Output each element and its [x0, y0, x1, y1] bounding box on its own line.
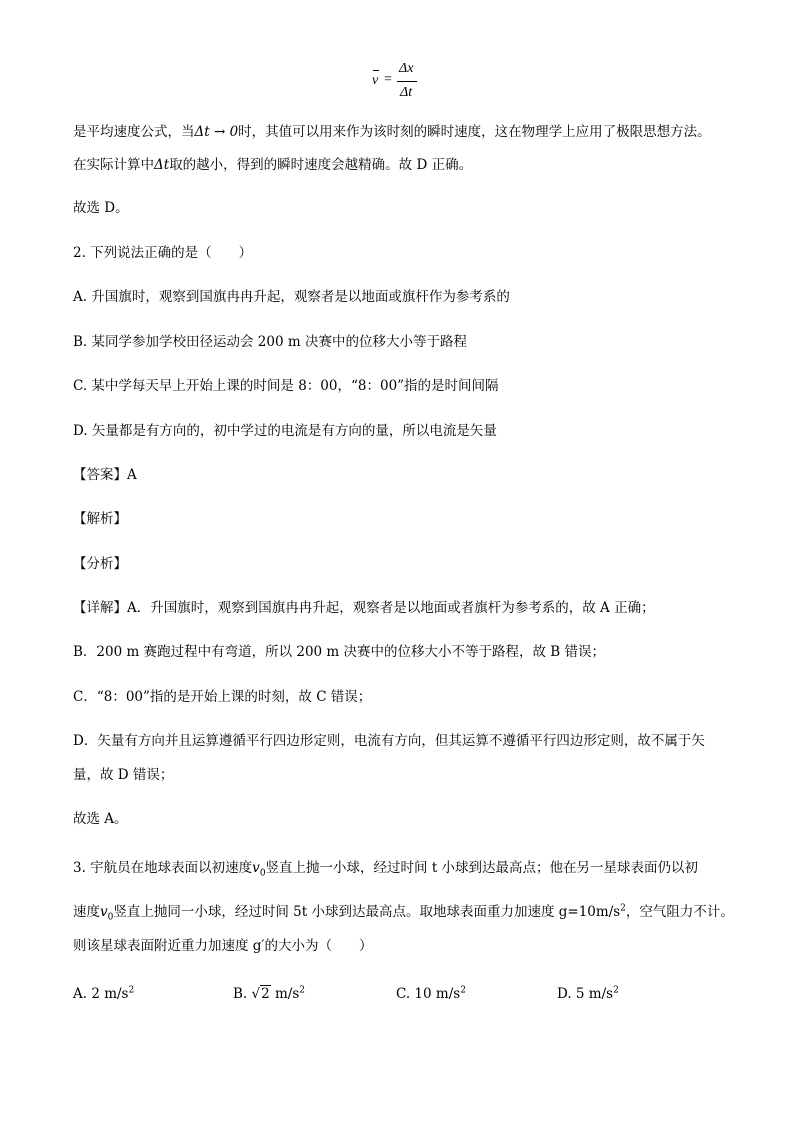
- math: Δt: [154, 157, 170, 173]
- text: 竖直上抛一小球，经过时间 t 小球到达最高点；他在另一星球表面仍以初: [265, 860, 699, 876]
- formula-denominator: Δt: [400, 85, 413, 100]
- text: 时，其值可以用来作为该时刻的瞬时速度，这在物理学上应用了极限思想方法。: [238, 124, 711, 140]
- superscript: 2: [613, 985, 619, 996]
- math-v: v: [100, 904, 108, 920]
- text: 取的越小，得到的瞬时速度会越精确。故 D 正确。: [169, 157, 473, 173]
- q2-choose: 故选 A。: [73, 811, 128, 827]
- subscript: 0: [107, 912, 114, 923]
- text: 3. 宇航员在地球表面以初速度: [73, 860, 253, 876]
- formula-equals: =: [384, 72, 392, 87]
- radicand: 2: [261, 986, 270, 1002]
- text: 是平均速度公式，当: [73, 124, 195, 140]
- text: ，空气阻力不计。: [625, 904, 734, 920]
- q2-option-b: B. 某同学参加学校田径运动会 200 m 决赛中的位移大小等于路程: [73, 334, 467, 350]
- q2-detail-d-line2: 量，故 D 错误；: [73, 767, 174, 783]
- paragraph-line-2: [73, 156, 472, 174]
- math-v: v: [252, 860, 260, 876]
- q3-stem-line1: [73, 859, 698, 877]
- q3-stem-line3: 则该星球表面附近重力加速度 g′的大小为（ ）: [73, 938, 373, 954]
- superscript: 2: [620, 903, 626, 914]
- text: C. 10 m/s: [396, 986, 461, 1002]
- q2-detail-c: C．“8：00”指的是开始上课的时刻，故 C 错误；: [73, 689, 372, 705]
- q3-option-b: [233, 986, 305, 1002]
- q2-fenxi: 【分析】: [73, 556, 127, 572]
- q3-option-a: [73, 986, 134, 1002]
- q2-detail-d-line1: D．矢量有方向并且运算遵循平行四边形定则，电流有方向，但其运算不遵循平行四边形定则，故不属于矢: [73, 733, 705, 749]
- q2-answer: 【答案】A: [73, 467, 137, 483]
- superscript: 2: [299, 985, 306, 996]
- subscript: 0: [259, 868, 266, 879]
- text: A. 2 m/s: [73, 986, 129, 1002]
- fraction-bar: [397, 81, 417, 82]
- q2-option-a: A. 升国旗时，观察到国旗冉冉升起，观察者是以地面或旗杆作为参考系的: [73, 289, 510, 305]
- q3-option-d: [557, 986, 619, 1002]
- superscript: 2: [128, 985, 135, 996]
- q2-stem: 2. 下列说法正确的是（ ）: [73, 245, 253, 261]
- paragraph-line-1: [73, 123, 711, 141]
- formula-numerator: Δx: [399, 61, 414, 76]
- q2-option-d: D. 矢量都是有方向的，初中学过的电流是有方向的量，所以电流是矢量: [73, 423, 497, 439]
- math: Δt → 0: [194, 124, 239, 140]
- text: 在实际计算中: [73, 157, 154, 173]
- text: m/s: [270, 986, 300, 1002]
- text: B.: [233, 986, 252, 1002]
- text: D. 5 m/s: [557, 986, 614, 1002]
- text: 竖直上抛同一小球，经过时间 5t 小球到达最高点。取地球表面重力加速度 g=10m/s: [113, 904, 621, 920]
- superscript: 2: [460, 985, 466, 996]
- q2-jiexi: 【解析】: [73, 511, 127, 527]
- q2-detail-b: B．200 m 赛跑过程中有弯道，所以 200 m 决赛中的位移大小不等于路程，故 B 错误；: [73, 644, 606, 660]
- sqrt-symbol: √2: [251, 986, 270, 1002]
- q2-detail-a: 【详解】A．升国旗时，观察到国旗冉冉升起，观察者是以地面或者旗杆为参考系的，故 A 正确；: [73, 600, 655, 616]
- formula-lhs: v: [372, 73, 379, 88]
- q3-stem-line2: [73, 903, 734, 921]
- q3-option-c: [396, 986, 466, 1002]
- choose-d: 故选 D。: [73, 200, 129, 216]
- average-bar: [373, 70, 379, 71]
- q2-option-c: C. 某中学每天早上开始上课的时间是 8：00，“8：00”指的是时间间隔: [73, 378, 499, 394]
- text: 速度: [73, 904, 100, 920]
